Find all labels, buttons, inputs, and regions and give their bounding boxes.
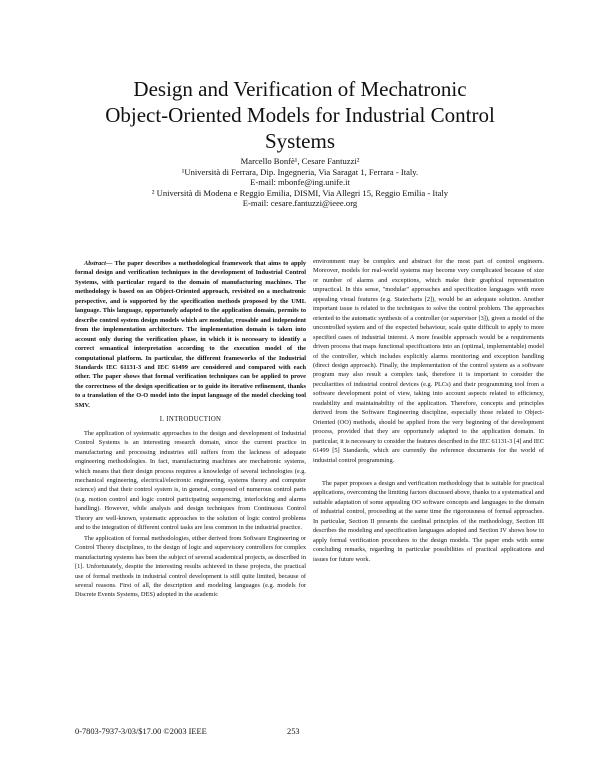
right-column <box>313 257 544 564</box>
affiliation-1: ¹Università di Ferrara, Dip. Ingegneria, Via Saragat 1, Ferrara - Italy. <box>181 166 419 177</box>
left-column <box>75 259 306 600</box>
paragraph-gap <box>313 465 544 479</box>
abstract-label: Abstract <box>84 260 106 267</box>
author-block <box>90 156 510 209</box>
email-2: E-mail: cesare.fantuzzi@ieee.org <box>242 198 358 209</box>
title-line-1: Design and Verification of Mechatronic <box>133 77 467 101</box>
paragraph: The application of systematic approaches to the design and development of Industrial Control Systems is an interesting research domain, since the current practice in manufacturing and processing industries still suffers from the lackness of adequate engineering methodologies. In fact, manufacturing machines are mechatronic systems, which means that their design process requires a knowledge of several technologies (e.g. mechanical engineering, electrical/electronic engineering, systems theory and computer science) and that their control system is, in general, composed of numerous control parts (e.g. motion control and logic control participating sequencing, interlocking and alarms handling). However, while analysis and design techniques from Continuous Control Theory are well-known, systematic approaches to the solution of logic control problems and to the integration of different control tasks are less common in the industrial practice. <box>75 429 306 532</box>
abstract-text: — The paper describes a methodological framework that aims to apply formal design and verification techniques in the development of Industrial Control Systems, with particular regard to the domain of manufacturing machines. The methodology is based on an Object-Oriented approach, revisited on a mechatronic perspective, and is supported by the specification methods proposed by the UML language. This language, opportunely adapted to the application domain, permits to describe control system design models which are modular, reusable and independent from the implementation architecture. The implementation domain is taken into account only during the verification phase, in which it is necessary to identify a correct semantical interpretation according to the execution model of the computational platform. In particular, the different frameworks of the Industrial Standards IEC 61131-3 and IEC 61499 are considered and compared with each other. The paper shows that formal verification techniques can be applied to prove the correctness of the design specification or to guide its iterative refinement, thanks to a translation of the O-O model into the input language of the model checking tool SMV. <box>75 260 306 409</box>
paper-title <box>60 76 540 154</box>
paragraph: environment may be complex and abstract for the most part of control engineers. Moreover, models for real-world systems may become very complicated because of size or number of alarms and exceptions, which make their graphical representation unpractical. In this sense, "modular" approaches and specification languages with more appealing visual features (e.g. Statecharts [2]), would be an adequate solution. Another important issue is related to the techniques to solve the control problem. The approaches oriented to the automatic synthesis of a controller (or supervisor [3]), given a model of the uncontrolled system and of the expected behaviour, scale quite difficult to apply to more specified cases of industrial interest. A more feasible approach would be a requirements driven process that maps functional specifications into an (optimal, implementable) model of the controller, which includes explicitly alarms monitoring and exception handling (direct design approach). Finally, the implementation of the control system as a software program may also result a complex task, therefore it is important to consider the peculiarities of industrial control devices (e.g. PLCs) and their programming tool from a software development point of view, taking into account aspects related to efficiency, readability and maintainability of the application. Therefore, concepts and principles derived from the Software Engineering discipline, especially those related to Object-Oriented (OO) methods, should be applied from the very beginning of the development process, provided that they are opportunely adapted to the application domain. In particular, it is necessary to consider the features described in the IEC 61131-3 [4] and IEC 61499 [5] Standards, which are currently the reference documents for the world of industrial control programming. <box>313 258 544 464</box>
section-heading-introduction: I. INTRODUCTION <box>159 416 222 424</box>
author-names: Marcello Bonfè¹, Cesare Fantuzzi² <box>240 156 360 166</box>
email-1: E-mail: mbonfe@ing.unife.it <box>250 177 350 188</box>
footer-isbn: 0-7803-7937-3/03/$17.00 ©2003 IEEE <box>75 727 207 736</box>
paragraph: The application of formal methodologies, either derived from Software Engineering or Control Theory disciplines, to the design of logic and supervisory controllers for complex manufacturing systems has been the subject of several academical projects, as described in [1]. Unfortunately, despite the interesting results achieved in these projects, the practical use of formal methods in industrial control development is still quite limited, because of several reasons. First of all, the description and modeling languages (e.g. models for Discrete Events Systems, DES) adopted in the academic <box>75 534 306 599</box>
paragraph: The paper proposes a design and verification methodology that is suitable for practical applications, overcoming the limiting factors discussed above, thanks to a systematical and suitable adaptation of some appealing OO software concepts and languages to the domain of industrial control, proceeding at the same time the rigorousness of formal approaches. In particular, Section II presents the cardinal principles of the methodology, Section III describes the modeling and specification languages adopted and Section IV shows how to apply formal verification procedures to the design models. The paper ends with some concluding remarks, regarding in particular possibilities of practical applications and issues for future work. <box>313 479 544 563</box>
page-number: 253 <box>287 727 300 736</box>
affiliation-2: ² Università di Modena e Reggio Emilia, DISMI, Via Allegri 15, Reggio Emilia - Italy <box>151 187 449 198</box>
abstract <box>75 259 306 410</box>
title-line-2: Object-Oriented Models for Industrial Control <box>105 103 495 127</box>
title-line-3: Systems <box>264 129 335 153</box>
